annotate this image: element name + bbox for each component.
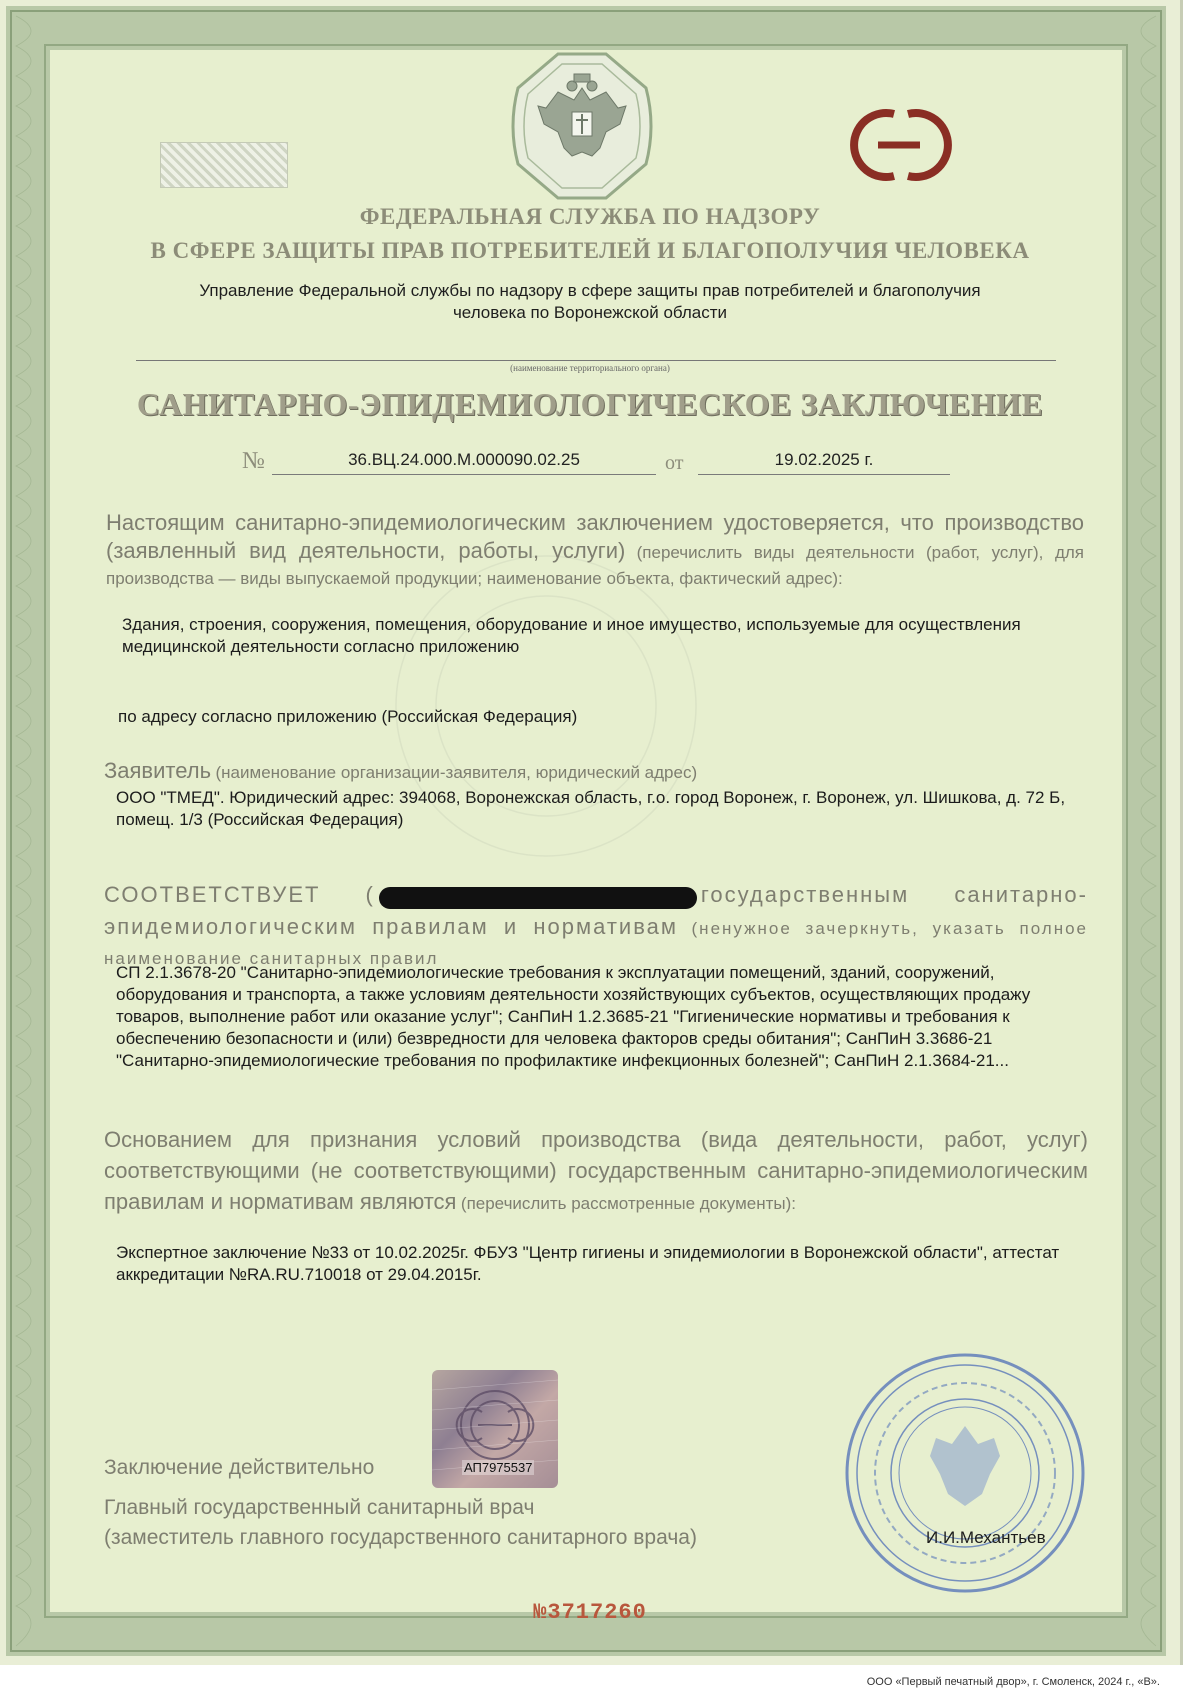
territorial-organ-line1: Управление Федеральной службы по надзору в сфере защиты прав потребителей и благополучия (199, 281, 981, 300)
round-official-stamp-icon (840, 1348, 1090, 1598)
address-value: по адресу согласно приложению (Российская Федерация) (118, 707, 578, 726)
applicant-label-row (104, 758, 697, 784)
certify-paragraph (106, 510, 1084, 592)
basis-text: Основанием для признания условий производства (вида деятельности, работ, услуг) соответствующими (не соответствующими) государственным санитарно-эпидемиологическим правилам и нормативам являются (104, 1127, 1088, 1214)
basis-hint: (перечислить рассмотренные документы): (460, 1194, 796, 1213)
basis-paragraph (104, 1126, 1088, 1219)
sanitary-rules-value: СП 2.1.3678-20 "Санитарно-эпидемиологические требования к эксплуатации помещений, зданий, сооружений, оборудования и транспорта, а также условиям деятельности хозяйствующих субъектов, осуществляющих продажу товаров, выполнение работ или оказание услуг"; СанПиН 1.2.3685-21 "Гигиенические нормативы и требования к обеспечению безопасности и (или) безвредности для человека факторов среды обитания"; СанПиН 3.3686-21 "Санитарно-эпидемиологические требования по профилактике инфекционных болезней"; СанПиН 2.1.3684-21... (116, 963, 1031, 1070)
complies-text: государственным санитарно-эпидемиологическим правилам и нормативам (104, 882, 1088, 939)
emblem (498, 48, 666, 204)
territorial-organ-underline (136, 360, 1056, 361)
validity-label: Заключение действительно (104, 1456, 375, 1479)
deputy-doctor-title: (заместитель главного государственного санитарного врача) (104, 1526, 697, 1549)
document-date: 19.02.2025 г. (774, 450, 874, 469)
certify-text: Настоящим санитарно-эпидемиологическим заключением удостоверяется, что производство (заявленный вид деятельности, работы, услуги) (106, 510, 1084, 563)
agency-heading-line2: В СФЕРЕ ЗАЩИТЫ ПРАВ ПОТРЕБИТЕЛЕЙ И БЛАГОПОЛУЧИЯ ЧЕЛОВЕКА (150, 238, 1030, 263)
hologram-sticker (432, 1370, 558, 1488)
redaction-mark (379, 887, 697, 909)
applicant-value: ООО "ТМЕД". Юридический адрес: 394068, Воронежская область, г.о. город Воронеж, г. Воронеж, ул. Шишкова, д. 72 Б, помещ. 1/3 (Российская Федерация) (116, 788, 1066, 829)
number-underline (272, 474, 656, 475)
se-conformity-mark-icon (850, 100, 960, 190)
double-headed-eagle-emblem-icon (498, 48, 666, 204)
date-prefix: от (665, 452, 684, 474)
form-serial-number: №3717260 (533, 1600, 647, 1625)
hologram-code: АП7975537 (464, 1460, 533, 1475)
date-underline (698, 474, 950, 475)
territorial-organ-line2: человека по Воронежской области (452, 303, 728, 322)
agency-heading-line1: ФЕДЕРАЛЬНАЯ СЛУЖБА ПО НАДЗОРУ (359, 204, 821, 229)
number-sign: № (242, 448, 265, 474)
complies-paragraph (104, 880, 1088, 974)
certify-hint: (перечислить виды деятельности (работ, услуг), для производства — виды выпускаемой продукции; наименование объекта, фактический адрес): (106, 543, 1085, 588)
security-hatch-pattern (160, 142, 288, 188)
printer-imprint: ООО «Первый печатный двор», г. Смоленск, 2024 г., «В». (866, 1676, 1160, 1688)
complies-hint: (ненужное зачеркнуть, указать полное наименование санитарных правил (104, 919, 1088, 968)
chief-doctor-title: Главный государственный санитарный врач (104, 1496, 535, 1519)
complies-word: СООТВЕТСТВУЕТ ( (104, 882, 375, 907)
signer-name: И.И.Механтьев (926, 1528, 1046, 1547)
applicant-label: Заявитель (104, 758, 212, 783)
document-title: САНИТАРНО-ЭПИДЕМИОЛОГИЧЕСКОЕ ЗАКЛЮЧЕНИЕ (136, 386, 1044, 422)
territorial-organ (110, 280, 1070, 324)
document-number: 36.ВЦ.24.000.М.000090.02.25 (348, 450, 580, 469)
territorial-organ-caption: (наименование территориального органа) (510, 363, 670, 373)
applicant-hint: (наименование организации-заявителя, юридический адрес) (215, 763, 698, 782)
expert-conclusion-value: Экспертное заключение №33 от 10.02.2025г. ФБУЗ "Центр гигиены и эпидемиологии в Воронежской области", аттестат аккредитации №RA.RU.710018 от 29.04.2015г. (116, 1243, 1060, 1284)
activity-value: Здания, строения, сооружения, помещения, оборудование и иное имущество, используемые для осуществления медицинской деятельности согласно приложению (122, 615, 1021, 656)
